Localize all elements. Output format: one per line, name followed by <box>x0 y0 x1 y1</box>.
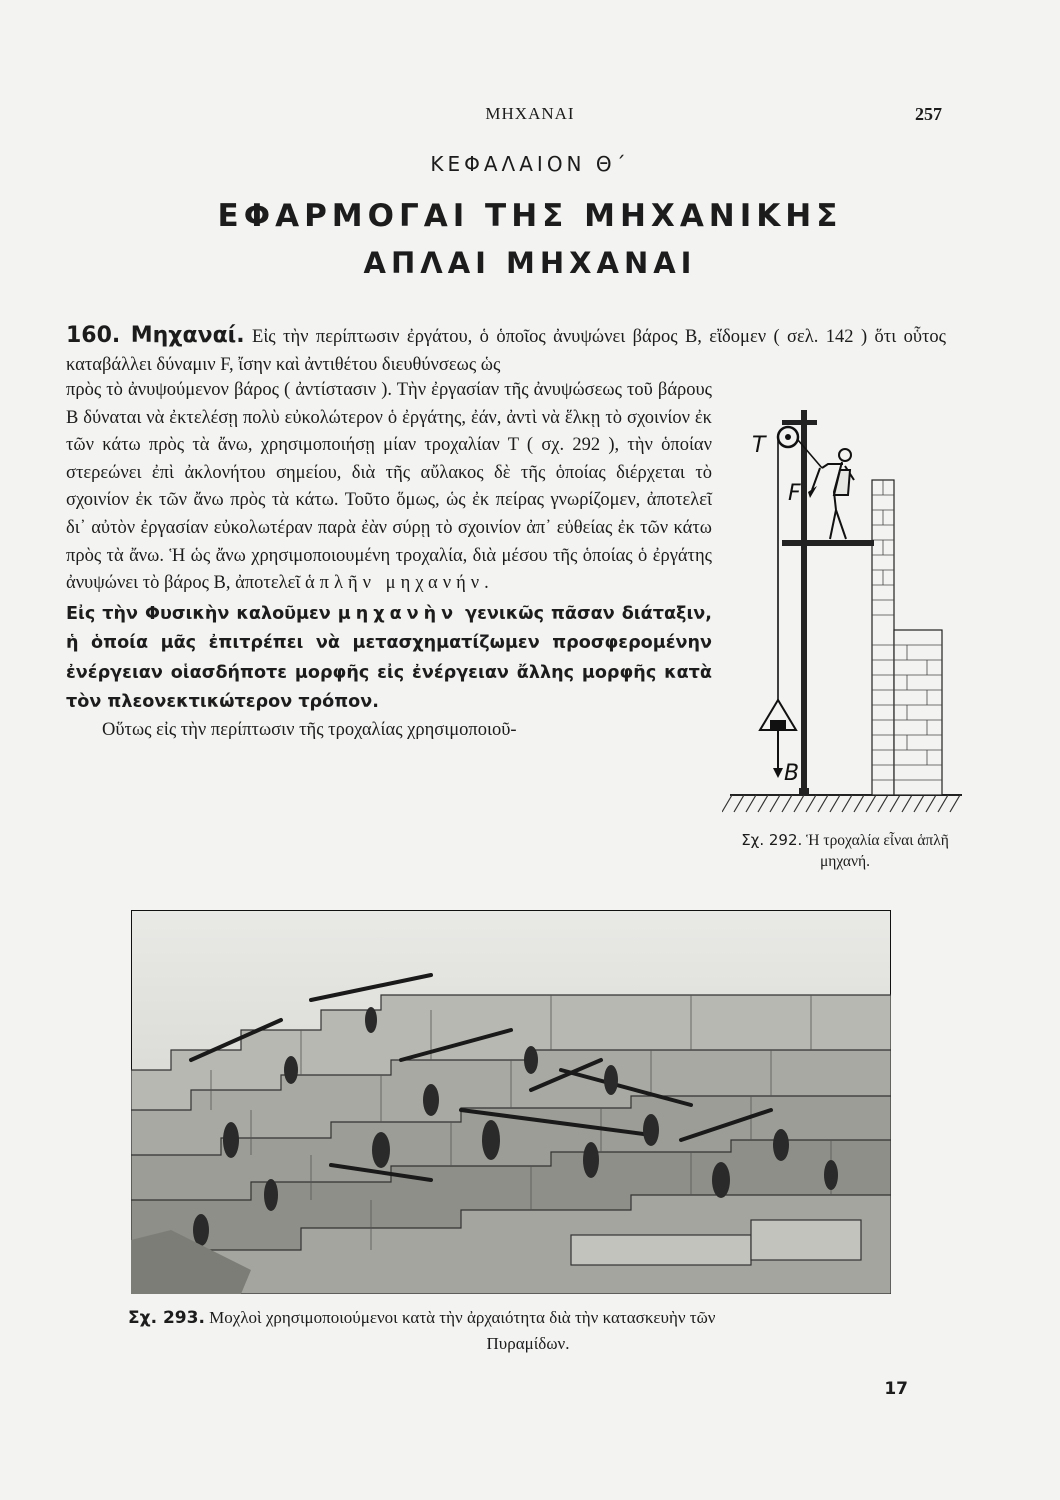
paragraph-pulley-text: πρὸς τὸ ἀνυψούμενον βάρος ( ἀντίστασιν ). Τὴν ἐργασίαν τῆς ἀνυψώσεως τοῦ βάρους Β δύναται νὰ ἐκτελέσῃ πολὺ εὐκολώτερον ὁ ἐργάτης, ἐάν, ἀντὶ νὰ ἕλκῃ τὸ σχοινίον ἐκ τῶν κάτω πρὸς τὰ ἄνω, χρησιμοποιήσῃ μίαν τροχαλίαν Τ ( σχ. 292 ), τὴν ὁποίαν στερεώνει ἐπὶ ἀκλονήτου σημείου, διὰ τῆς αὔλακος δὲ τῆς ὁποίας διέρχεται τὸ σχοινίον ἐκ τῶν ἄνω πρὸς τὰ κάτω. Τοῦτο ὅμως, ὡς ἐκ πείρας γνωρίζομεν, ἀποτελεῖ δι᾽ αὐτὸν ἐργασίαν εὐκολωτέραν παρὰ ἐὰν σύρῃ τὸ σχοινίον ἀπ᾽ εὐθείας ἐκ τῶν κάτω πρὸς τὰ ἄνω. Ἡ ὡς ἄνω χρησιμοποιουμένη τροχαλία, διὰ μέσου τῆς ὁποίας ὁ ἐργάτης ἀνυψώνει τὸ βάρος Β, ἀποτελεῖ <box>66 380 712 594</box>
figure-293-caption-line2: Πυραμίδων. <box>486 1334 570 1353</box>
figure-293-pyramid-engraving <box>131 910 891 1294</box>
simple-machine-term: ἁπλῆν μηχανήν. <box>304 573 494 594</box>
paragraph-continuation: Οὕτως εἰς τὴν περίπτωσιν τῆς τροχαλίας χρησιμοποιοῦ- <box>102 720 517 741</box>
figure-292-pulley-diagram <box>722 400 972 830</box>
label-weight-B: B <box>784 761 800 786</box>
figure-292-caption <box>740 830 950 872</box>
section-intro-text: Εἰς τὴν περίπτωσιν ἐργάτου, ὁ ὁποῖος ἀνυψώνει βάρος Β, εἴδομεν ( σελ. 142 ) ὅτι οὗτος καταβάλλει δύναμιν F, ἴσην καὶ ἀντιθέτου διευθύνσεως ὡς <box>66 327 947 375</box>
body-column <box>66 377 712 745</box>
machine-term: μηχανὴν <box>337 603 459 624</box>
figure-292-caption-label: Σχ. 292. <box>741 831 803 849</box>
definition-end: γενικῶς πᾶσαν διάταξιν, ἡ ὁποία μᾶς ἐπιτρέπει νὰ μετασχηματίζωμεν προσφερομένην ἐνέργειαν οἱασδήποτε μορφῆς εἰς ἐνέργειαν ἄλλης μορφῆς κατὰ τὸν πλεονεκτικώτερον τρόπον. <box>66 603 712 712</box>
paragraph-pulley <box>66 377 712 598</box>
worker-figure <box>822 449 854 539</box>
chapter-title-line2: ΑΠΛΑΙ ΜΗΧΑΝΑΙ <box>363 246 697 280</box>
signature-number: 17 <box>884 1379 908 1399</box>
weight-load <box>760 700 796 730</box>
scaffold-platform <box>782 540 874 546</box>
page-number: 257 <box>915 104 942 124</box>
running-title: ΜΗΧΑΝΑΙ <box>485 104 575 123</box>
figure-292-caption-text: Ἡ τροχαλία εἶναι ἁπλῆ μηχανή. <box>806 832 949 870</box>
chapter-label: ΚΕΦΑΛΑΙΟΝ Θ΄ <box>430 152 630 176</box>
label-force-F: F <box>788 481 801 506</box>
section-intro <box>66 322 946 379</box>
figure-293-caption <box>128 1305 928 1357</box>
machine-definition <box>66 600 712 718</box>
section-heading: 160. Μηχαναί. <box>66 323 245 348</box>
figure-293-caption-label: Σχ. 293. <box>128 1308 205 1328</box>
label-pulley-T: T <box>752 433 766 458</box>
definition-start: Εἰς τὴν Φυσικὴν καλοῦμεν <box>66 603 331 624</box>
figure-293-caption-line1: Μοχλοὶ χρησιμοποιούμενοι κατὰ τὴν ἀρχαιότητα διὰ τὴν κατασκευὴν τῶν <box>209 1308 716 1327</box>
chapter-title-line1: ΕΦΑΡΜΟΓΑΙ ΤΗΣ ΜΗΧΑΝΙΚΗΣ <box>217 198 843 234</box>
pole <box>801 410 807 795</box>
